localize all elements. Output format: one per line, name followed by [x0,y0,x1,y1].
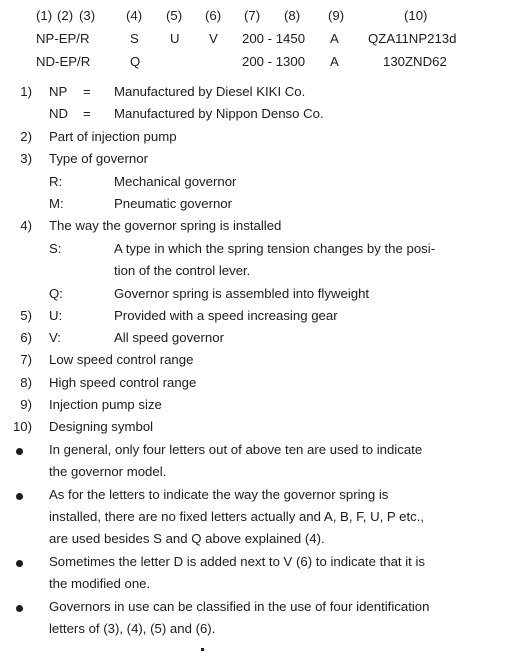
note-3-line1: Sometimes the letter D is added next to V (6) to indicate that it is [49,554,426,569]
r-definition: Mechanical governor [114,174,237,189]
note-1-line2: the governor model. [49,464,167,479]
code-m: M: [49,196,64,211]
page-mark [201,648,204,651]
m-definition: Pneumatic governor [114,196,233,211]
col-9-label: (9) [328,8,345,23]
note-3-line2: the modified one. [49,576,151,591]
col-1-label: (1) [36,8,53,23]
note-1-line1: In general, only four letters out of above ten are used to indicate [49,442,423,457]
col-4-label: (4) [126,8,143,23]
code-r: R: [49,174,63,189]
item-text: The way the governor spring is installed [49,218,282,233]
s-definition-line1: A type in which the spring tension changes by the posi- [114,241,436,256]
v-definition: All speed governor [114,330,224,345]
code-v: V: [49,330,61,345]
q-definition: Governor spring is assembled into flyweight [114,286,370,301]
row2-col9: A [330,54,339,69]
item-text: Part of injection pump [49,129,177,144]
code-s: S: [49,241,62,256]
row1-col78: 200 - 1450 [242,31,306,46]
item-number: 8) [20,375,32,390]
code-u: U: [49,308,63,323]
col-5-label: (5) [166,8,183,23]
col-7-label: (7) [244,8,261,23]
col-8-label: (8) [284,8,301,23]
bullet-icon [16,605,23,612]
u-definition: Provided with a speed increasing gear [114,308,338,323]
note-2-line2: installed, there are no fixed letters actually and A, B, F, U, P etc., [49,509,425,524]
s-definition-line2: tion of the control lever. [114,263,251,278]
row1-col4: S [130,31,139,46]
item-number: 1) [20,84,32,99]
col-3-label: (3) [79,8,96,23]
bullet-icon [16,560,23,567]
item-number: 3) [20,151,32,166]
row2-model: ND-EP/R [36,54,91,69]
code-q: Q: [49,286,63,301]
note-2-line1: As for the letters to indicate the way the governor spring is [49,487,389,502]
nd-definition: Manufactured by Nippon Denso Co. [114,106,324,121]
item-number: 10) [12,419,32,434]
item-text: High speed control range [49,375,197,390]
item-text: Low speed control range [49,352,194,367]
equals-sign: = [83,106,91,121]
item-number: 2) [20,129,32,144]
item-number: 7) [20,352,32,367]
row1-col9: A [330,31,339,46]
bullet-icon [16,448,23,455]
col-6-label: (6) [205,8,222,23]
code-np: NP [49,84,68,99]
row1-col6: V [209,31,218,46]
col-2-label: (2) [57,8,74,23]
item-number: 6) [20,330,32,345]
row1-col10: QZA11NP213d [368,31,457,46]
np-definition: Manufactured by Diesel KIKI Co. [114,84,306,99]
equals-sign: = [83,84,91,99]
item-text: Type of governor [49,151,148,166]
row2-col10: 130ZND62 [383,54,447,69]
row2-col78: 200 - 1300 [242,54,306,69]
item-number: 4) [20,218,32,233]
row1-col5: U [170,31,180,46]
note-4-line1: Governors in use can be classified in the use of four identification [49,599,430,614]
bullet-icon [16,493,23,500]
item-text: Injection pump size [49,397,162,412]
item-number: 5) [20,308,32,323]
row1-model: NP-EP/R [36,31,90,46]
code-nd: ND [49,106,69,121]
note-2-line3: are used besides S and Q above explained (4). [49,531,325,546]
note-4-line2: letters of (3), (4), (5) and (6). [49,621,216,636]
row2-col4: Q [130,54,141,69]
item-text: Designing symbol [49,419,154,434]
item-number: 9) [20,397,32,412]
col-10-label: (10) [404,8,428,23]
